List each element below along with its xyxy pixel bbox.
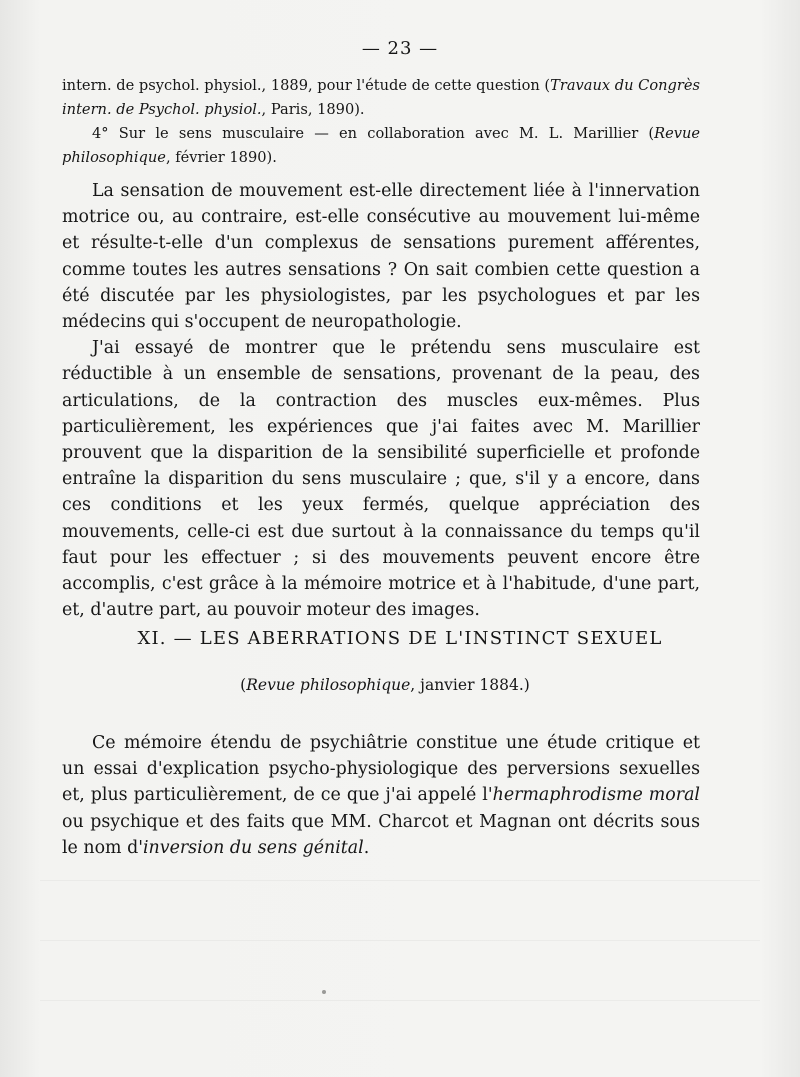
reference-text: 4° Sur le sens musculaire — en collaboration avec M. L. Marillier (	[92, 125, 655, 142]
citation-paren: (	[240, 676, 247, 694]
section-citation	[0, 676, 770, 694]
reference-text: intern. de psychol. physiol., 1889, pour l'étude de cette question (	[62, 77, 551, 94]
reference-continuation	[62, 74, 700, 122]
body-section-xi	[62, 730, 700, 861]
reference-list	[62, 74, 700, 170]
bleed-through-line	[40, 1000, 760, 1001]
page-number: — 23 —	[361, 38, 439, 59]
paragraph-text: ou psychique et des faits que MM. Charcot et Magnan ont décrits sous le nom d'	[62, 811, 700, 858]
section-heading: XI. — LES ABERRATIONS DE L'INSTINCT SEXUEL	[137, 628, 663, 649]
emphasis-term: inversion du sens génital	[142, 837, 364, 858]
paragraph-text: .	[363, 837, 370, 858]
emphasis-term: hermaphrodisme moral	[492, 785, 700, 806]
paragraph-3	[62, 730, 700, 861]
paragraph-2: J'ai essayé de montrer que le prétendu sens musculaire est réductible à un ensemble de sensations, provenant de la peau, des articulations, de la contraction des muscles eux-mêmes. Plus particulièrement, les expériences que j'ai faites avec M. Marillier prouvent que la disparition de la sensibilité superficielle et profonde entraîne la disparition du sens musculaire ; que, s'il y a encore, dans ces conditions et les yeux fermés, quelque appréciation des mouvements, celle-ci est due surtout à la connaissance du temps qu'il faut pour les effectuer ; si des mouvements peuvent encore être accomplis, c'est grâce à la mémoire motrice et à l'habitude, d'une part, et, d'autre part, au pouvoir moteur des images.	[62, 338, 700, 621]
ink-speck	[322, 990, 326, 994]
reference-text: , Paris, 1890).	[261, 101, 365, 118]
reference-journal-title: Revue philosophique	[62, 125, 700, 166]
reference-journal-title: Travaux du Congrès intern. de Psychol. physiol.	[62, 77, 700, 118]
paragraph-text: Ce mémoire étendu de psychiâtrie constitue une étude critique et un essai d'explication psycho-physiologique des perversions sexuelles et, plus particulièrement, de ce que j'ai appelé l'	[62, 733, 700, 806]
reference-text: , février 1890).	[165, 149, 277, 166]
bleed-through-line	[40, 940, 760, 941]
paragraph-1: La sensation de mouvement est-elle directement liée à l'innervation motrice ou, au contraire, est-elle consécutive au mouvement lui-même et résulte-t-elle d'un complexus de sensations purement afférentes, comme toutes les autres sensations ? On sait combien cette question a été discutée par les physiologistes, par les psychologues et par les médecins qui s'occupent de neuropathologie.	[62, 181, 700, 333]
citation-journal-title: Revue philosophique	[246, 676, 411, 694]
body-section	[62, 178, 700, 623]
bleed-through-line	[40, 880, 760, 881]
citation-date: , janvier 1884.)	[410, 676, 530, 694]
reference-item-4	[62, 122, 700, 170]
